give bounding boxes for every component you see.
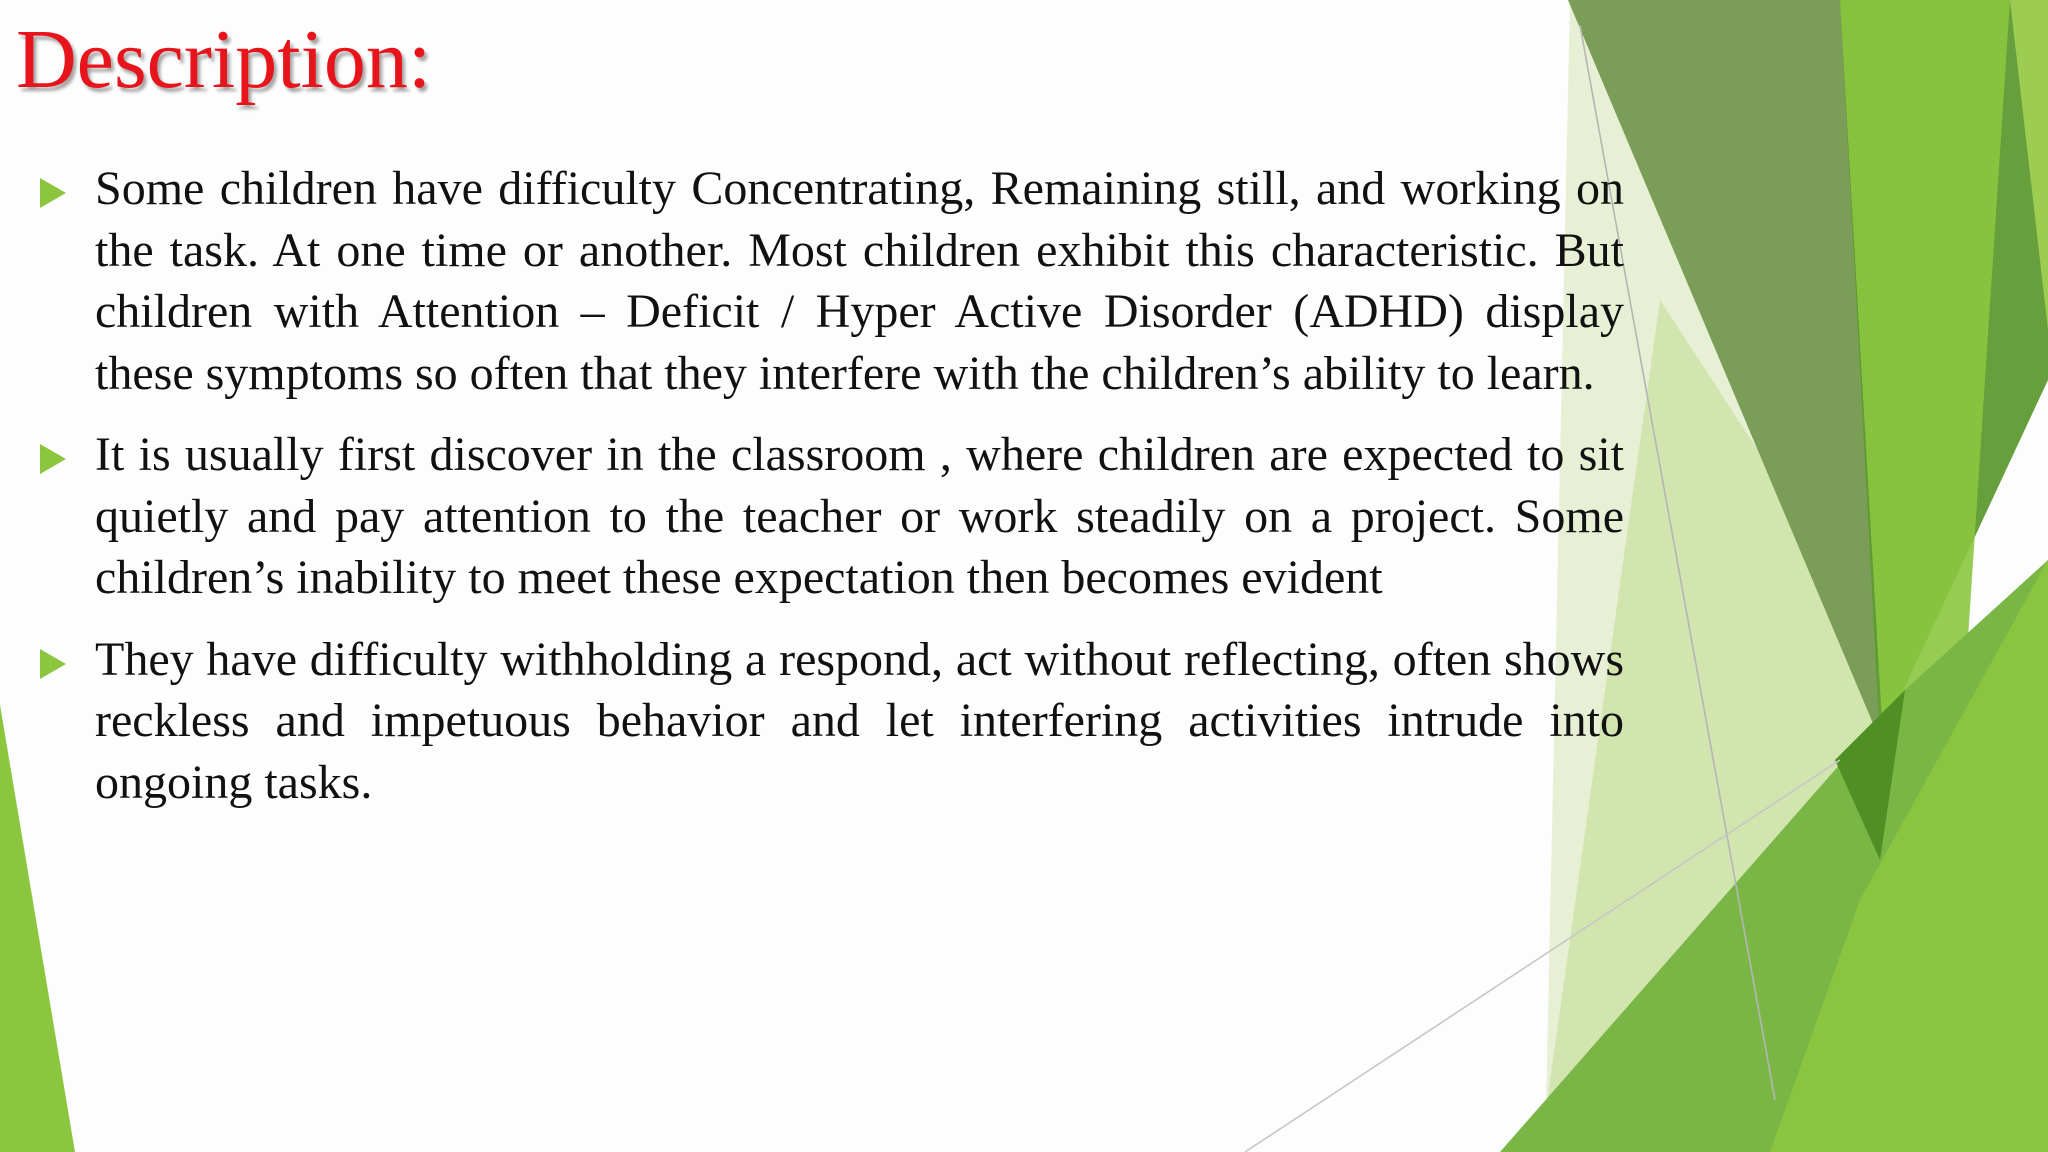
bullet-item bbox=[40, 424, 1624, 609]
bullet-text: They have difficulty withholding a respond, act without reflecting, often shows reckless and impetuous behavior and let interfering activities intrude into ongoing tasks. bbox=[95, 632, 1624, 809]
bullet-text: It is usually first discover in the classroom , where children are expected to sit quietly and pay attention to the teacher or work steadily on a project. Some children’s inability to meet these expectation then becomes evident bbox=[95, 428, 1624, 604]
bullet-list bbox=[40, 158, 1624, 833]
bullet-item bbox=[40, 158, 1624, 404]
bullet-item bbox=[40, 629, 1624, 814]
triangle-bullet-icon bbox=[40, 444, 66, 474]
triangle-bullet-icon bbox=[40, 178, 66, 208]
slide-title: Description: bbox=[16, 13, 432, 106]
triangle-bullet-icon bbox=[40, 649, 66, 679]
bullet-text: Some children have difficulty Concentrating, Remaining still, and working on the task. At one time or another. Most children exhibit this characteristic. But children with Attention – Deficit / Hyper Active Disorder (ADHD) display these symptoms so often that they interfere with the children’s ability to learn. bbox=[95, 162, 1624, 400]
